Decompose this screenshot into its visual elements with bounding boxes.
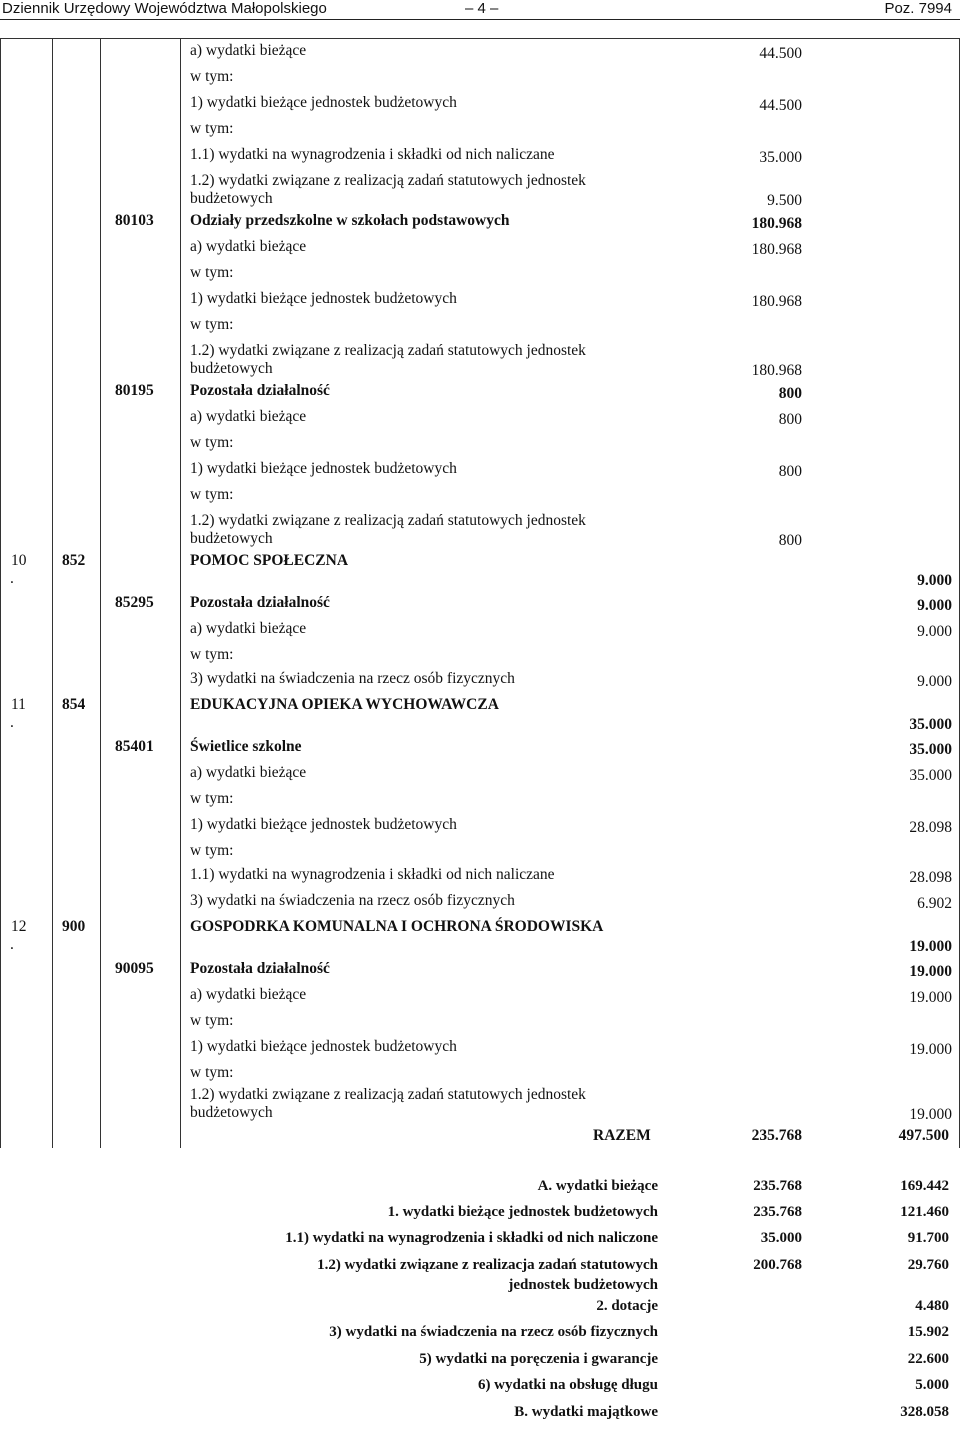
row-amount: 28.098 bbox=[909, 869, 952, 886]
row-label: w tym: bbox=[190, 120, 234, 137]
row-label: a) wydatki bieżące bbox=[190, 408, 307, 425]
position-number: Poz. 7994 bbox=[884, 0, 952, 17]
page-number: – 4 – bbox=[465, 0, 499, 17]
row-dzial: 854 bbox=[62, 696, 86, 713]
row-amount: 800 bbox=[778, 463, 802, 480]
row-amount: 35.000 bbox=[909, 767, 952, 784]
row-lp-dot: . bbox=[10, 936, 14, 953]
row-rozdzial: 85401 bbox=[115, 738, 154, 755]
row-dzial: 900 bbox=[62, 918, 86, 935]
row-label: a) wydatki bieżące bbox=[190, 620, 307, 637]
row-label: Pozostała działalność bbox=[190, 594, 330, 611]
summary-label: 1. wydatki bieżące jednostek budżetowych bbox=[387, 1204, 658, 1220]
summary-label-cont: jednostek budżetowych bbox=[508, 1277, 658, 1293]
summary-amount-2: 15.902 bbox=[907, 1324, 949, 1340]
row-label-cont: budżetowych bbox=[190, 1104, 273, 1121]
row-lp: 12 bbox=[11, 918, 27, 935]
row-dzial: 852 bbox=[62, 552, 86, 569]
summary-label: 5) wydatki na poręczenia i gwarancje bbox=[419, 1351, 658, 1367]
row-lp-dot: . bbox=[10, 714, 14, 731]
row-label: 1.2) wydatki związane z realizacją zadań statutowych jednostek bbox=[190, 512, 586, 529]
row-label: w tym: bbox=[190, 486, 234, 503]
summary-label: 1.1) wydatki na wynagrodzenia i składki od nich naliczone bbox=[285, 1230, 658, 1246]
row-label: Świetlice szkolne bbox=[190, 738, 302, 755]
summary-label: B. wydatki majątkowe bbox=[514, 1404, 658, 1420]
summary-label: 2. dotacje bbox=[596, 1298, 658, 1314]
row-label: 1) wydatki bieżące jednostek budżetowych bbox=[190, 460, 457, 477]
row-label: w tym: bbox=[190, 1064, 234, 1081]
row-amount: 6.902 bbox=[917, 895, 952, 912]
table-col-rule bbox=[52, 38, 53, 1148]
summary-amount-1: 235.768 bbox=[753, 1204, 802, 1220]
row-lp: 10 bbox=[11, 552, 27, 569]
razem-label: RAZEM bbox=[593, 1127, 651, 1144]
row-label: GOSPODRKA KOMUNALNA I OCHRONA ŚRODOWISKA bbox=[190, 918, 604, 935]
row-rozdzial: 80103 bbox=[115, 212, 154, 229]
row-label: a) wydatki bieżące bbox=[190, 42, 307, 59]
row-amount: 28.098 bbox=[909, 819, 952, 836]
summary-amount-2: 5.000 bbox=[915, 1377, 949, 1393]
summary-amount-2: 91.700 bbox=[907, 1230, 949, 1246]
row-amount: 9.000 bbox=[917, 597, 952, 614]
summary-label: 1.2) wydatki związane z realizacja zadań statutowych bbox=[317, 1257, 658, 1273]
row-lp: 11 bbox=[11, 696, 26, 713]
row-label: a) wydatki bieżące bbox=[190, 986, 307, 1003]
row-label: 1.2) wydatki związane z realizacją zadań statutowych jednostek bbox=[190, 1086, 586, 1103]
table-top-rule bbox=[0, 38, 960, 39]
row-label: Pozostała działalność bbox=[190, 382, 330, 399]
summary-label: A. wydatki bieżące bbox=[537, 1178, 658, 1194]
row-amount: 35.000 bbox=[759, 149, 802, 166]
razem-amount-1: 235.768 bbox=[751, 1127, 802, 1144]
table-col-rule bbox=[180, 38, 181, 1148]
row-label: w tym: bbox=[190, 646, 234, 663]
summary-amount-2: 29.760 bbox=[907, 1257, 949, 1273]
table-col-rule bbox=[100, 38, 101, 1148]
row-amount: 9.000 bbox=[917, 623, 952, 640]
row-label: w tym: bbox=[190, 842, 234, 859]
row-label: EDUKACYJNA OPIEKA WYCHOWAWCZA bbox=[190, 696, 499, 713]
razem-amount-2: 497.500 bbox=[898, 1127, 949, 1144]
row-label: w tym: bbox=[190, 1012, 234, 1029]
row-amount: 180.968 bbox=[751, 362, 802, 379]
row-label: w tym: bbox=[190, 790, 234, 807]
row-amount: 180.968 bbox=[751, 293, 802, 310]
row-amount: 180.968 bbox=[751, 241, 802, 258]
row-label: 1.1) wydatki na wynagrodzenia i składki od nich naliczane bbox=[190, 146, 555, 163]
row-amount: 19.000 bbox=[909, 1041, 952, 1058]
summary-amount-2: 328.058 bbox=[900, 1404, 949, 1420]
summary-label: 3) wydatki na świadczenia na rzecz osób fizycznych bbox=[329, 1324, 658, 1340]
row-amount: 44.500 bbox=[759, 45, 802, 62]
row-label: Odziały przedszkolne w szkołach podstawowych bbox=[190, 212, 510, 229]
table-col-rule bbox=[0, 38, 1, 1148]
row-amount: 9.000 bbox=[917, 673, 952, 690]
row-amount: 44.500 bbox=[759, 97, 802, 114]
row-rozdzial: 85295 bbox=[115, 594, 154, 611]
row-label: a) wydatki bieżące bbox=[190, 238, 307, 255]
row-label: 1) wydatki bieżące jednostek budżetowych bbox=[190, 816, 457, 833]
row-rozdzial: 80195 bbox=[115, 382, 154, 399]
row-label: Pozostała działalność bbox=[190, 960, 330, 977]
row-label: POMOC SPOŁECZNA bbox=[190, 552, 349, 569]
summary-amount-1: 200.768 bbox=[753, 1257, 802, 1273]
row-label-cont: budżetowych bbox=[190, 530, 273, 547]
row-label: 1.2) wydatki związane z realizacją zadań statutowych jednostek bbox=[190, 342, 586, 359]
row-label-cont: budżetowych bbox=[190, 190, 273, 207]
summary-amount-2: 22.600 bbox=[907, 1351, 949, 1367]
row-label: w tym: bbox=[190, 316, 234, 333]
row-label: a) wydatki bieżące bbox=[190, 764, 307, 781]
row-amount: 35.000 bbox=[909, 741, 952, 758]
row-amount: 9.000 bbox=[917, 572, 952, 589]
row-amount: 180.968 bbox=[751, 215, 802, 232]
row-label: w tym: bbox=[190, 264, 234, 281]
row-label-cont: budżetowych bbox=[190, 360, 273, 377]
row-label: 1.1) wydatki na wynagrodzenia i składki od nich naliczane bbox=[190, 866, 555, 883]
row-label: 3) wydatki na świadczenia na rzecz osób fizycznych bbox=[190, 892, 515, 909]
summary-amount-2: 4.480 bbox=[915, 1298, 949, 1314]
row-amount: 800 bbox=[778, 385, 802, 402]
row-amount: 19.000 bbox=[909, 989, 952, 1006]
row-amount: 19.000 bbox=[909, 963, 952, 980]
row-amount: 9.500 bbox=[767, 192, 802, 209]
summary-amount-1: 235.768 bbox=[753, 1178, 802, 1194]
row-lp-dot: . bbox=[10, 570, 14, 587]
row-label: 1) wydatki bieżące jednostek budżetowych bbox=[190, 94, 457, 111]
row-rozdzial: 90095 bbox=[115, 960, 154, 977]
row-label: 1.2) wydatki związane z realizacją zadań statutowych jednostek bbox=[190, 172, 586, 189]
summary-amount-2: 169.442 bbox=[900, 1178, 949, 1194]
summary-amount-1: 35.000 bbox=[760, 1230, 802, 1246]
journal-title: Dziennik Urzędowy Województwa Małopolskiego bbox=[2, 0, 327, 17]
row-label: w tym: bbox=[190, 434, 234, 451]
summary-amount-2: 121.460 bbox=[900, 1204, 949, 1220]
row-amount: 800 bbox=[778, 532, 802, 549]
row-label: 1) wydatki bieżące jednostek budżetowych bbox=[190, 290, 457, 307]
row-label: 1) wydatki bieżące jednostek budżetowych bbox=[190, 1038, 457, 1055]
page-header bbox=[0, 0, 960, 20]
row-amount: 35.000 bbox=[909, 716, 952, 733]
row-amount: 19.000 bbox=[909, 938, 952, 955]
row-label: 3) wydatki na świadczenia na rzecz osób fizycznych bbox=[190, 670, 515, 687]
row-amount: 19.000 bbox=[909, 1106, 952, 1123]
row-amount: 800 bbox=[778, 411, 802, 428]
row-label: w tym: bbox=[190, 68, 234, 85]
summary-label: 6) wydatki na obsługę długu bbox=[477, 1377, 658, 1393]
